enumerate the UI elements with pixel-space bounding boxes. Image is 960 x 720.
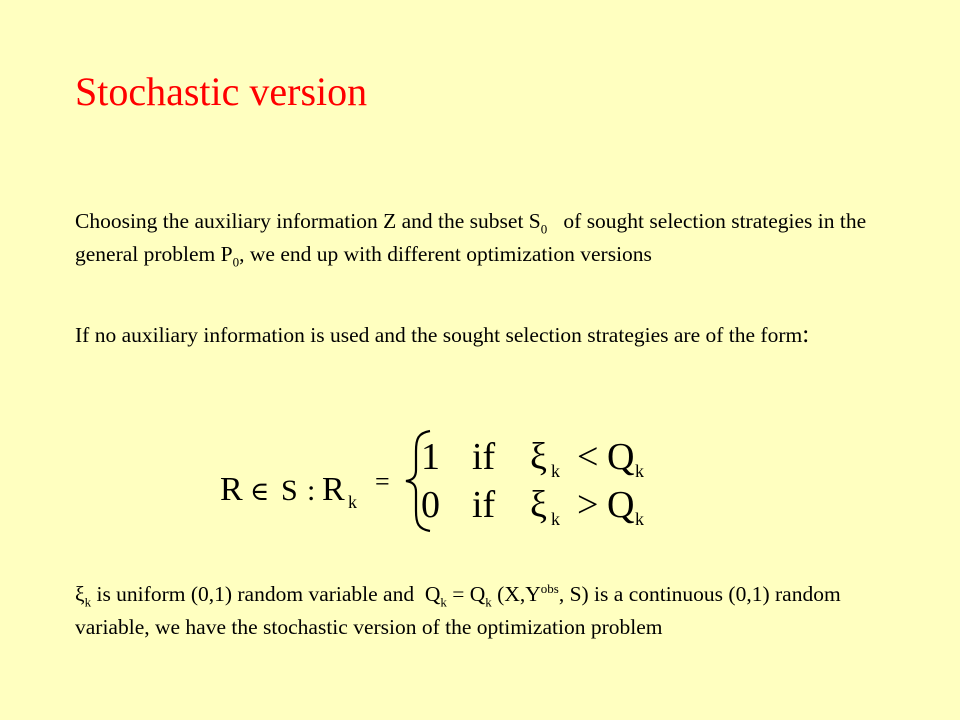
p1-text-b: of sought selection strategies in the general problem P [75, 209, 872, 266]
p2-text: If no auxiliary information is used and the sought selection strategies are of the form [75, 323, 803, 347]
formula-row1-Q-subscript: k [635, 461, 644, 481]
p3-obs-superscript: obs [540, 580, 559, 596]
formula-Rk-subscript: k [348, 492, 357, 512]
formula-row2-greater-than: > [577, 484, 599, 526]
formula-colon: : [307, 474, 316, 507]
p3-text-b: = Q [446, 582, 486, 606]
p3-q1-subscript: k [440, 594, 447, 610]
formula-S: S [281, 474, 298, 507]
p1-text-c: , we end up with different optimization versions [239, 242, 652, 266]
formula-row1-Q: Q [607, 436, 635, 478]
formula-row1-value: 1 [421, 436, 440, 478]
paragraph-stochastic-version [75, 578, 905, 644]
selection-strategy-formula [215, 425, 675, 535]
p3-text-d: , S) is a continuous (0,1) random variable, we have the stochastic version of the optimization problem [75, 582, 841, 639]
formula-row2-value: 0 [421, 484, 440, 526]
formula-in-symbol: ∈ [250, 477, 270, 506]
formula-row2-Q: Q [607, 484, 635, 526]
p3-text-c: (X,Y [491, 582, 541, 606]
formula-row1-xi: ξ [530, 436, 547, 478]
p2-colon: : [802, 321, 810, 348]
formula-row2-xi-subscript: k [551, 509, 560, 529]
p3-text-a: is uniform (0,1) random variable and Q [91, 582, 441, 606]
formula-row2-if: if [472, 484, 496, 526]
p1-subscript-p0: 0 [232, 254, 240, 270]
p3-q2-subscript: k [485, 594, 492, 610]
formula-row2-Q-subscript: k [635, 509, 644, 529]
p1-text-a: Choosing the auxiliary information Z and the subset S [75, 209, 541, 233]
formula-row2-xi: ξ [530, 484, 547, 526]
formula-row1-less-than: < [577, 436, 599, 478]
formula-R: R [220, 471, 243, 508]
formula-row1-if: if [472, 436, 496, 478]
paragraph-optimization-versions [75, 205, 905, 271]
formula-equals: = [375, 467, 390, 496]
formula-row1-xi-subscript: k [551, 461, 560, 481]
p3-xi-subscript: k [84, 594, 92, 610]
paragraph-selection-form [75, 318, 905, 352]
formula-Rk: R [322, 471, 345, 508]
p1-subscript-s0: 0 [540, 221, 548, 237]
p3-xi: ξ [75, 582, 85, 606]
slide-title: Stochastic version [75, 69, 368, 114]
formula-svg [215, 425, 675, 535]
